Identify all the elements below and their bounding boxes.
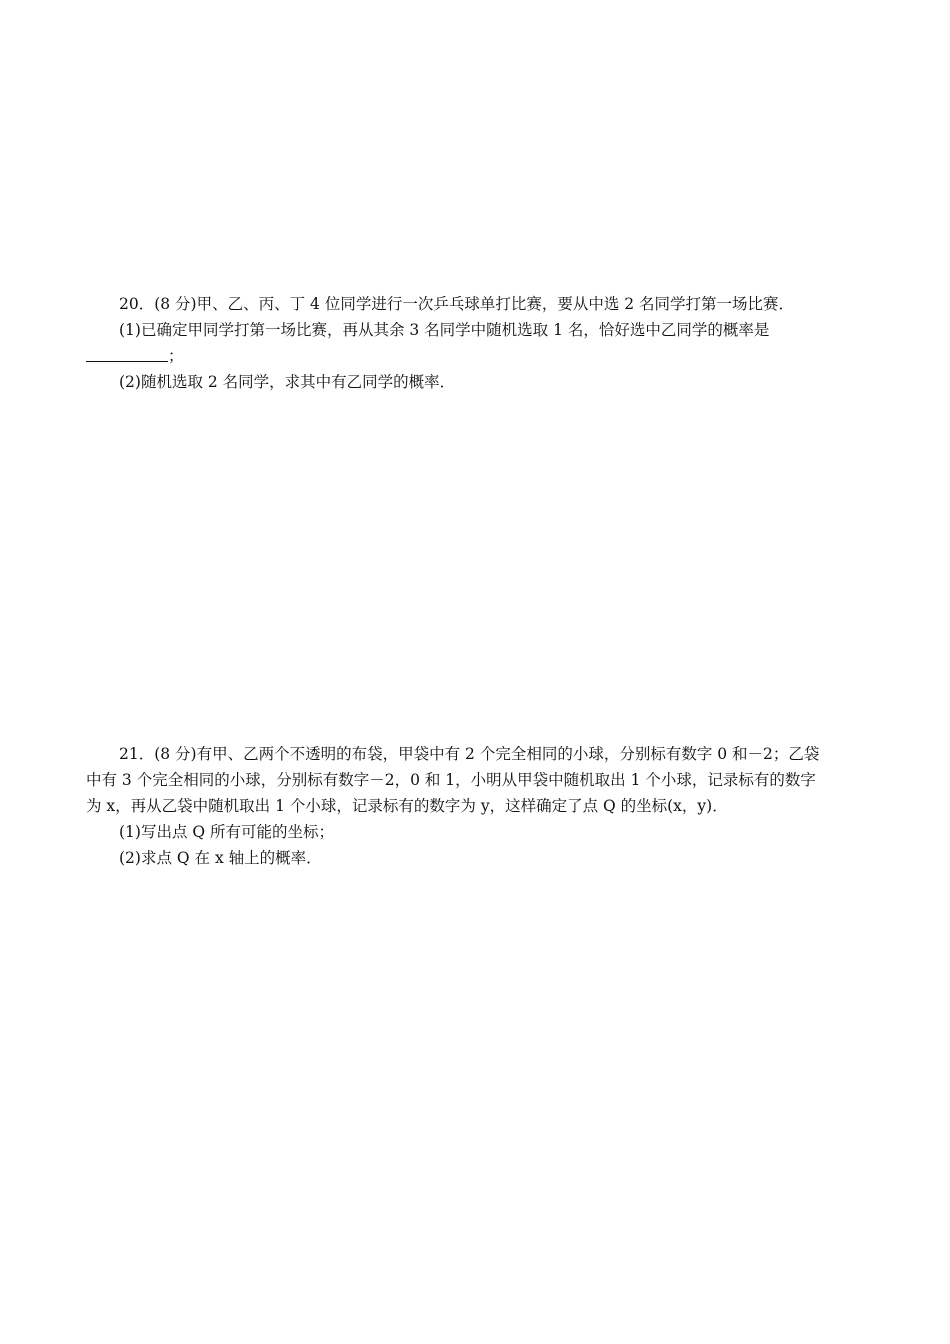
question-21-part-2: (2)求点 Q 在 x 轴上的概率． [119,849,322,867]
question-20-stem: 20．(8 分)甲、乙、丙、丁 4 位同学进行一次乒乓球单打比赛，要从中选 2 名同学打第一场比赛． [119,295,795,313]
question-20-part-2: (2)随机选取 2 名同学，求其中有乙同学的概率． [119,373,456,391]
question-21-stem-line-3: 为 x，再从乙袋中随机取出 1 个小球，记录标有的数字为 y，这样确定了点 Q 的坐标(x，y)． [86,797,728,815]
answer-blank-punctuation: ； [168,347,184,365]
answer-blank [86,347,168,362]
question-21-stem-line-1: 21．(8 分)有甲、乙两个不透明的布袋，甲袋中有 2 个完全相同的小球，分别标有数字 0 和－2；乙袋 [119,745,820,763]
question-21-part-1: (1)写出点 Q 所有可能的坐标； [119,823,335,841]
question-20-answer-line [86,346,184,366]
question-21-stem-line-2: 中有 3 个完全相同的小球，分别标有数字－2，0 和 1，小明从甲袋中随机取出 1 个小球，记录标有的数字 [86,771,816,789]
question-20-part-1: (1)已确定甲同学打第一场比赛，再从其余 3 名同学中随机选取 1 名，恰好选中乙同学的概率是 [119,321,770,339]
